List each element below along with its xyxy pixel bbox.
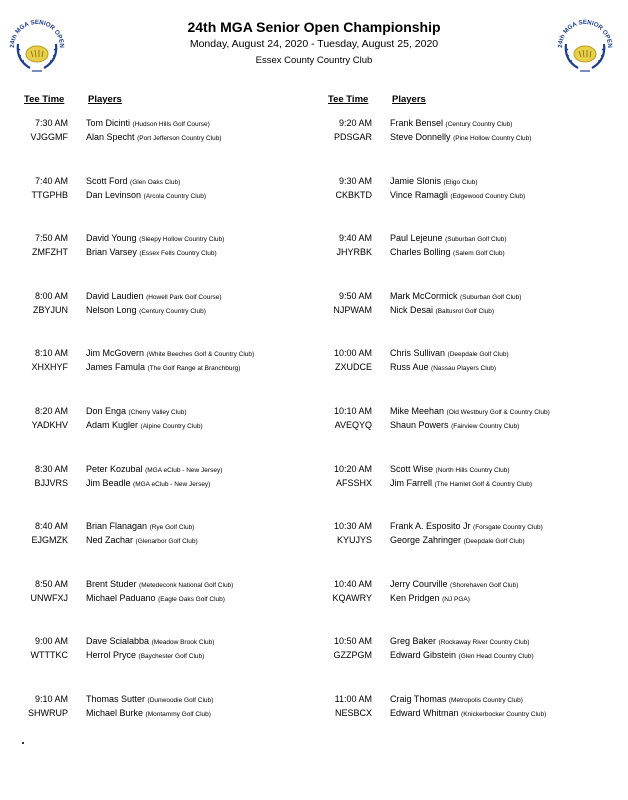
player-name: Russ Aue [390,362,429,373]
tee-time-group [322,634,622,664]
tee-time: 10:30 AM [333,521,372,532]
group-line-2 [322,245,622,259]
tee-time-group [18,577,318,607]
player-club: (Dunwoodie Golf Club) [147,697,214,704]
group-line-1 [18,577,318,591]
player-club: (Cherry Valley Club) [128,409,187,416]
player-entry [390,245,505,261]
group-line-1 [322,231,622,245]
player-club: (Suburban Golf Club) [460,293,522,301]
player-name: Scott Ford [86,175,128,186]
player-club: (Howell Park Golf Course) [146,293,222,301]
tee-time-group [18,519,318,549]
group-line-1 [18,634,318,648]
tee-time: 9:00 AM [34,636,68,647]
group-code: SHWRUP [28,708,68,718]
group-line-1 [322,346,622,360]
player-name: Peter Kozubal [86,463,143,474]
group-line-1 [322,692,622,706]
tee-time: 7:40 AM [34,175,68,186]
group-code: NJPWAM [333,304,372,315]
player-name: Jerry Courville [390,578,448,589]
group-code: ZMFZHT [32,247,68,258]
tee-time: 10:00 AM [333,348,372,359]
tee-time-group [18,174,318,204]
player-club: (Rye Golf Club) [149,524,195,532]
player-entry [86,188,206,204]
player-club: (Baltusrol Golf Club) [435,307,495,315]
group-code: ZXUDCE [334,362,372,373]
tee-time-group [322,231,622,261]
player-club: (Rockaway River Country Club) [438,639,530,647]
player-club: (Essex Fells Country Club) [139,250,217,258]
player-club: (Metedeconk National Golf Club) [139,581,234,589]
tee-time-group [18,404,318,434]
player-club: (NJ PGA) [442,595,470,603]
player-name: Jamie Slonis [390,175,442,186]
player-name: Herrol Pryce [86,650,137,661]
group-code: GZZPGM [333,650,372,661]
group-line-1 [18,519,318,533]
tee-time-group [18,462,318,492]
player-name: Michael Burke [86,708,144,718]
tee-time-group [322,519,622,549]
tee-time: 11:00 AM [334,694,372,704]
group-line-2 [322,130,622,144]
player-name: James Famula [86,362,146,373]
player-name: Jim McGovern [86,348,145,359]
player-name: Don Enga [86,406,127,416]
player-entry [86,648,204,664]
player-name: Mike Meehan [390,406,445,416]
player-club: (Suburban Golf Club) [445,236,507,244]
group-line-1 [18,231,318,245]
column-header [18,94,318,108]
player-name: Edward Gibstein [390,650,457,661]
logo-text: 24th MGA SENIOR OPEN [8,18,66,49]
group-line-2 [18,130,318,144]
tee-time-group [18,231,318,261]
group-line-2 [322,418,622,432]
group-line-2 [322,188,622,202]
tee-time-header: Tee Time [24,94,65,105]
group-line-2 [322,648,622,662]
player-club: (Deepdale Golf Club) [447,351,509,359]
tee-time: 10:10 AM [333,406,372,416]
tee-time: 8:10 AM [34,348,68,359]
group-line-1 [18,404,318,418]
group-code: AVEQYQ [334,420,372,430]
player-name: Nelson Long [86,304,137,315]
tee-time-group [322,577,622,607]
player-entry [86,591,225,607]
tee-time: 9:10 AM [34,694,68,704]
document-header [0,18,628,68]
player-club: (Eligo Club) [443,178,478,186]
player-entry [86,418,203,434]
group-code: AFSSHX [335,477,372,488]
player-club: (Alpine Country Club) [140,423,203,430]
player-name: Jim Beadle [86,477,131,488]
group-code: CKBKTD [335,189,372,200]
player-club: (MGA eClub - New Jersey) [133,480,211,488]
player-club: (Old Westbury Golf & Country Club) [446,409,550,416]
group-code: EJGMZK [31,535,68,546]
player-name: Scott Wise [390,463,434,474]
player-club: (Glen Head Country Club) [458,653,534,661]
column-header [322,94,622,108]
tee-time-group [322,116,622,146]
player-name: Adam Kugler [86,420,139,430]
tee-time: 8:30 AM [34,463,68,474]
tee-time-group [18,692,318,722]
group-line-2 [18,476,318,490]
group-line-2 [322,533,622,547]
player-entry [390,130,531,146]
player-entry [390,706,546,722]
player-entry [390,476,532,492]
player-entry [86,245,217,261]
group-code: JHYRBK [336,247,372,258]
group-line-2 [18,418,318,432]
players-header: Players [88,94,122,105]
player-name: Jim Farrell [390,477,432,488]
player-name: Mark McCormick [390,290,458,301]
player-club: (Eagle Oaks Golf Club) [158,595,225,603]
tee-time: 7:50 AM [34,233,68,244]
stray-mark [22,742,24,744]
player-entry [86,360,240,376]
player-name: Dan Levinson [86,189,142,200]
player-club: (Sleepy Hollow Country Club) [139,236,225,244]
group-code: PDSGAR [333,132,372,142]
player-club: (North Hills Country Club) [435,466,510,474]
tee-time-group [18,116,318,146]
player-name: Brent Studer [86,578,137,589]
group-line-1 [18,346,318,360]
player-entry [86,706,211,722]
tee-time: 8:00 AM [34,290,68,301]
group-line-2 [18,648,318,662]
player-name: Steve Donnelly [390,132,451,142]
tee-time-group [322,692,622,722]
player-club: (Edgewood Country Club) [450,192,526,200]
player-name: Nick Desai [390,304,434,315]
player-club: (Port Jefferson Country Club) [137,135,222,142]
tee-time: 7:30 AM [34,118,68,128]
group-line-2 [18,360,318,374]
player-entry [86,303,206,319]
group-code: KYUJYS [336,535,372,546]
player-name: Brian Varsey [86,247,137,258]
player-name: Charles Bolling [390,247,451,258]
group-line-1 [322,577,622,591]
player-entry [390,533,525,549]
tee-time-group [322,462,622,492]
group-line-2 [322,303,622,317]
event-dates: Monday, August 24, 2020 - Tuesday, August 25, 2020 [189,38,439,50]
group-code: TTGPHB [31,189,68,200]
event-venue: Essex County Country Club [255,55,373,66]
group-line-2 [18,533,318,547]
player-name: Thomas Sutter [86,694,146,704]
player-club: (Arcola Country Club) [143,192,207,200]
player-name: Craig Thomas [390,694,447,704]
group-line-1 [18,174,318,188]
player-name: Ken Pridgen [390,592,440,603]
group-code: KQAWRY [332,592,372,603]
player-name: George Zahringer [390,535,462,546]
tee-time-group [18,634,318,664]
group-line-1 [18,116,318,130]
player-club: (The Golf Range at Branchburg) [147,365,241,373]
group-line-2 [18,188,318,202]
player-club: (Hudson Hills Golf Course) [132,121,210,128]
tee-time-group [322,289,622,319]
tee-time: 9:30 AM [338,175,372,186]
tee-time-group [18,289,318,319]
tee-time: 10:50 AM [333,636,372,647]
player-club: (White Beeches Golf & Country Club) [146,351,255,359]
player-entry [390,188,525,204]
players-header: Players [392,94,426,105]
player-entry [390,648,534,664]
group-line-2 [18,706,318,720]
tee-time: 9:40 AM [338,233,372,244]
player-club: (Fairview Country Club) [451,423,520,430]
group-line-1 [18,289,318,303]
group-line-2 [322,476,622,490]
player-club: (Century Country Club) [445,121,513,128]
group-line-2 [18,245,318,259]
player-club: (MGA eClub - New Jersey) [145,466,223,474]
player-club: (Century Country Club) [139,307,206,315]
player-entry [390,360,496,376]
player-club: (Forsgate Country Club) [473,524,543,532]
player-club: (Salem Golf Club) [453,250,505,258]
group-line-2 [18,303,318,317]
group-line-2 [18,591,318,605]
player-name: David Laudien [86,290,144,301]
group-line-2 [322,591,622,605]
player-club: (Nassau Players Club) [431,365,497,373]
player-club: (Meadow Brook Club) [151,639,215,647]
group-line-1 [322,174,622,188]
player-name: David Young [86,233,137,244]
tee-time: 10:20 AM [333,463,372,474]
player-name: Dave Scialabba [86,636,150,647]
tee-time: 9:20 AM [338,118,372,128]
tee-time-group [322,346,622,376]
tee-times-column-left [18,94,318,718]
tee-time-group [322,404,622,434]
player-club: (Glen Oaks Club) [130,178,181,186]
group-code: WTTTKC [30,650,68,661]
group-code: XHXHYF [31,362,68,373]
group-line-1 [322,634,622,648]
group-code: VJGGMF [30,132,68,142]
group-line-1 [322,404,622,418]
group-line-2 [322,706,622,720]
player-name: Chris Sullivan [390,348,446,359]
page-title: 24th MGA Senior Open Championship [187,19,441,35]
group-code: UNWFXJ [30,592,68,603]
player-name: Tom Dicinti [86,118,131,128]
player-name: Edward Whitman [390,708,459,718]
group-code: YADKHV [31,420,68,430]
tee-time: 8:20 AM [34,406,68,416]
player-club: (The Hamlet Golf & Country Club) [434,480,533,488]
group-line-1 [322,116,622,130]
tee-time: 9:50 AM [338,290,372,301]
player-name: Shaun Powers [390,420,449,430]
player-entry [390,591,470,607]
tee-time: 8:50 AM [34,578,68,589]
tee-time: 8:40 AM [34,521,68,532]
player-entry [86,130,221,146]
group-code: ZBYJUN [32,304,68,315]
player-club: (Montammy Golf Club) [145,711,211,718]
player-name: Michael Paduano [86,592,156,603]
logo-text: 24th MGA SENIOR OPEN [556,18,614,49]
player-club: (Metropolis Country Club) [448,697,523,704]
player-name: Frank A. Esposito Jr [390,521,471,532]
player-club: (Glenarbor Golf Club) [135,538,198,546]
player-entry [86,476,210,492]
player-name: Greg Baker [390,636,437,647]
player-name: Paul Lejeune [390,233,443,244]
player-name: Brian Flanagan [86,521,148,532]
player-club: (Deepdale Golf Club) [463,538,525,546]
player-club: (Baychester Golf Club) [138,653,205,661]
player-entry [86,533,198,549]
group-line-1 [322,289,622,303]
group-code: BJJVRS [34,477,68,488]
group-line-1 [18,462,318,476]
group-code: NESBCX [334,708,372,718]
player-name: Vince Ramagli [390,189,448,200]
group-line-1 [322,462,622,476]
group-line-2 [322,360,622,374]
tee-time-group [18,346,318,376]
player-club: (Shorehaven Golf Club) [450,581,519,589]
player-name: Frank Bensel [390,118,444,128]
group-line-1 [322,519,622,533]
player-entry [390,303,494,319]
player-name: Ned Zachar [86,535,134,546]
group-line-1 [18,692,318,706]
player-club: (Knickerbocker Country Club) [461,711,547,718]
player-club: (Pine Hollow Country Club) [453,135,532,142]
tee-time-header: Tee Time [328,94,369,105]
tee-time-group [322,174,622,204]
tee-times-column-right [322,94,622,718]
player-entry [390,418,519,434]
player-name: Alan Specht [86,132,135,142]
tee-time: 10:40 AM [333,578,372,589]
